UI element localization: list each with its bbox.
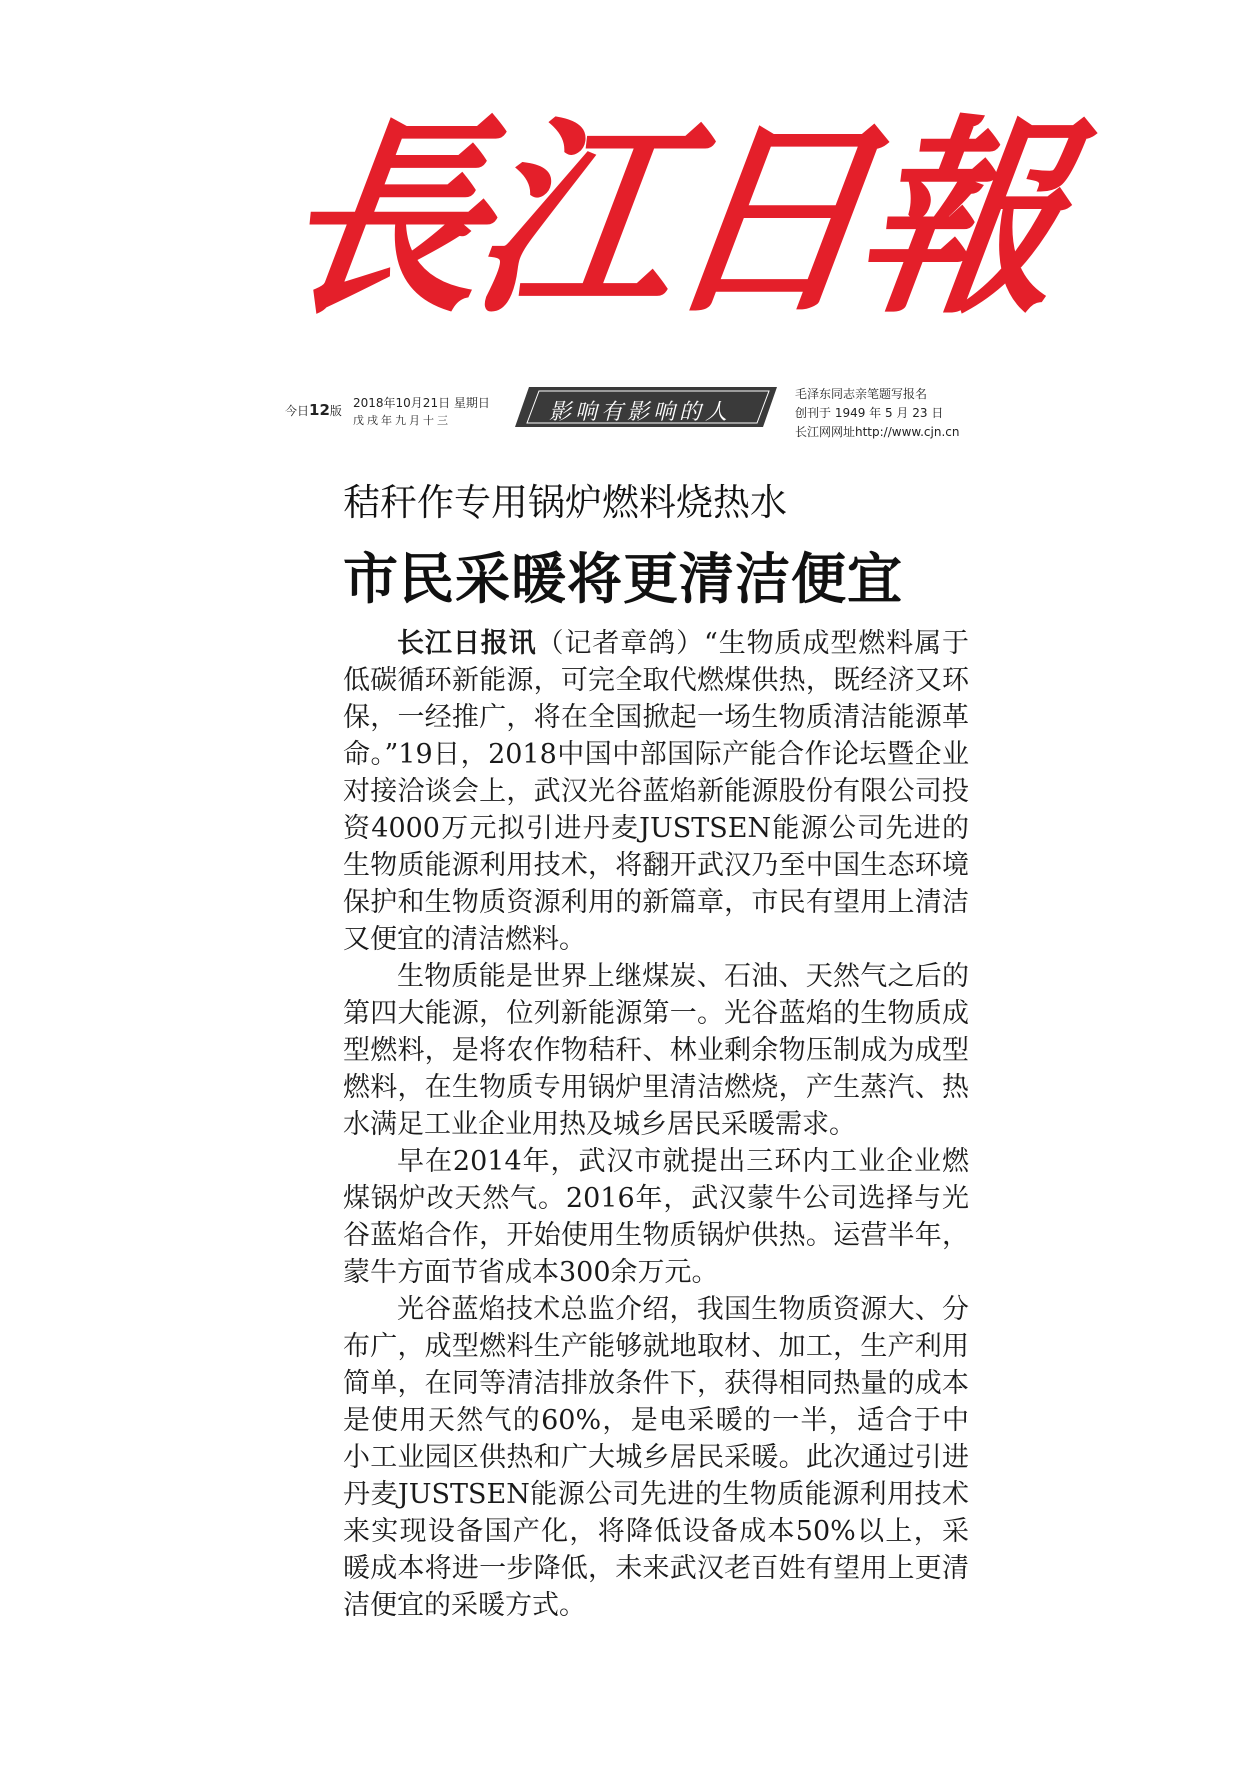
article-title: 市民采暖将更清洁便宜 [343,547,904,611]
today-label: 今日 [285,404,310,418]
masthead-publication-info [795,385,959,442]
calligraphy-note: 毛泽东同志亲笔题写报名 [795,387,928,401]
website-address: 长江网网址http://www.cjn.cn [795,425,960,439]
newspaper-logo: 長江日報 [267,96,1071,343]
article-subtitle: 秸秆作专用锅炉燃料烧热水 [343,481,787,524]
today-suffix: 版 [329,404,342,418]
lunar-date: 戊戌年九月十三 [353,414,451,427]
article-paragraph: 光谷蓝焰技术总监介绍，我国生物质资源大、分布广，成型燃料生产能够就地取材、加工，生产利用简单，在同等清洁排放条件下，获得相同热量的成本是使用天然气的60%，是电采暖的一半，适合于中小工业园区供热和广大城乡居民采暖。此次通过引进丹麦JUSTSEN能源公司先进的生物质能源利用技术来实现设备国产化，将降低设备成本50%以上，采暖成本将进一步降低，未来武汉老百姓有望用上更清洁便宜的采暖方式。 [343,1294,969,1621]
article-lead: 长江日报讯 [397,628,537,659]
article-paragraph [343,625,969,958]
article-paragraph: 早在2014年，武汉市就提出三环内工业企业燃煤锅炉改天然气。2016年，武汉蒙牛公司选择与光谷蓝焰合作，开始使用生物质锅炉供热。运营半年，蒙牛方面节省成本300余万元。 [343,1146,969,1288]
article-paragraph-text: （记者章鸽）“生物质成型燃料属于低碳循环新能源，可完全取代燃煤供热，既经济又环保，一经推广，将在全国掀起一场生物质清洁能源革命。”19日，2018中国中部国际产能合作论坛暨企业对接洽谈会上，武汉光谷蓝焰新能源股份有限公司投资4000万元拟引进丹麦JUSTSEN能源公司先进的生物质能源利用技术，将翻开武汉乃至中国生态环境保护和生物质资源利用的新篇章，市民有望用上清洁又便宜的清洁燃料。 [343,628,969,955]
newspaper-masthead [267,70,1071,370]
article-body [343,625,969,1624]
issue-date: 2018年10月21日 星期日 [353,396,490,410]
slogan-banner [515,385,777,429]
slogan-text: 影响有影响的人 [549,400,732,425]
today-pages [285,401,342,419]
article-paragraph: 生物质能是世界上继煤炭、石油、天然气之后的第四大能源，位列新能源第一。光谷蓝焰的生物质成型燃料，是将农作物秸秆、林业剩余物压制成为成型燃料，在生物质专用锅炉里清洁燃烧，产生蒸汽、热水满足工业企业用热及城乡居民采暖需求。 [343,961,969,1140]
founded-date: 创刊于 1949 年 5 月 23 日 [795,406,944,420]
masthead-info-strip [285,385,1010,439]
today-page-count: 12 [309,401,330,419]
